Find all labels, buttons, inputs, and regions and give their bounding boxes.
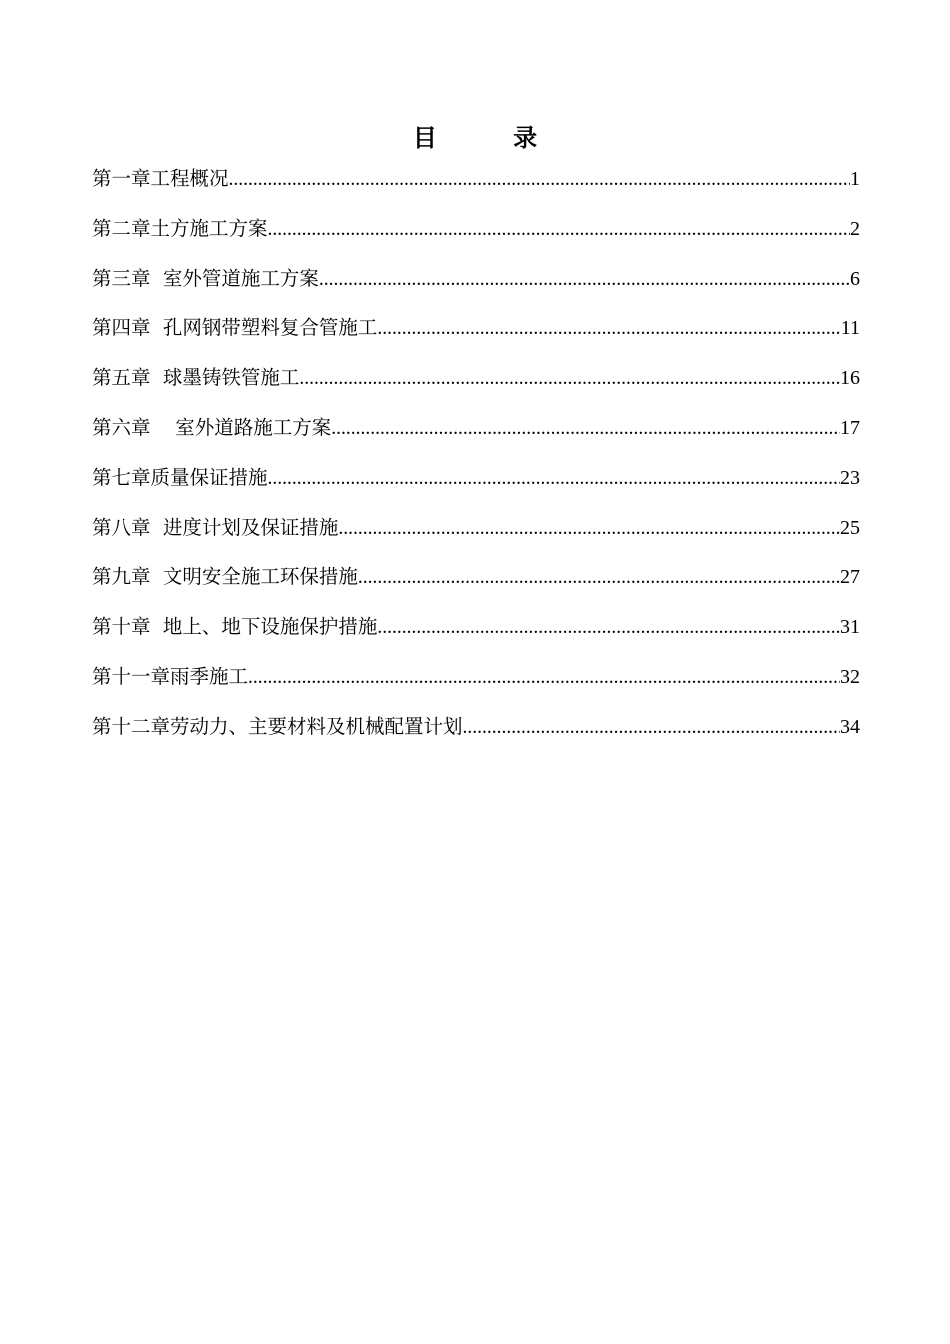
toc-entry[interactable]: [92, 512, 860, 562]
toc-dot-leader: [268, 214, 850, 246]
toc-entry[interactable]: [92, 263, 860, 313]
toc-entry-title: 第七章质量保证措施: [92, 465, 268, 489]
toc-page-number: 34: [840, 715, 860, 738]
toc-entry-title: 第六章 室外道路施工方案: [92, 415, 332, 439]
toc-entry-title: 第十章 地上、地下设施保护措施: [92, 615, 378, 639]
toc-dot-leader: [331, 413, 840, 445]
toc-entry-title: 第二章土方施工方案: [92, 216, 268, 240]
toc-dot-leader: [229, 164, 850, 196]
toc-title: 目 录: [412, 123, 572, 152]
toc-dot-leader: [268, 463, 840, 495]
toc-entry[interactable]: [92, 711, 860, 761]
toc-page-number: 25: [840, 516, 860, 539]
toc-page-number: 31: [840, 616, 860, 639]
toc-entry[interactable]: [92, 213, 860, 263]
toc-entry-title: 第九章 文明安全施工环保措施: [92, 565, 358, 589]
toc-entry[interactable]: [92, 462, 860, 512]
toc-entry[interactable]: [92, 312, 860, 362]
toc-dot-leader: [377, 612, 840, 644]
toc-page-number: 16: [840, 367, 860, 390]
toc-page-number: 6: [850, 267, 860, 290]
toc-dot-leader: [319, 264, 850, 296]
toc-dot-leader: [377, 313, 840, 345]
toc-dot-leader: [299, 363, 840, 395]
toc-page-number: 1: [850, 168, 860, 190]
toc-entry-title: 第三章 室外管道施工方案: [92, 266, 319, 290]
toc-entry-title: 第一章工程概况: [92, 167, 229, 190]
toc-dot-leader: [463, 712, 840, 744]
toc-entry-title: 第十二章劳动力、主要材料及机械配置计划: [92, 714, 463, 738]
toc-entry[interactable]: [92, 412, 860, 462]
toc-page-number: 32: [840, 665, 860, 688]
toc-entry[interactable]: [92, 661, 860, 711]
toc-dot-leader: [248, 662, 840, 694]
table-of-contents: [92, 163, 860, 761]
toc-entry[interactable]: [92, 561, 860, 611]
toc-entry-title: 第五章 球墨铸铁管施工: [92, 366, 300, 390]
toc-page-number: 23: [840, 466, 860, 489]
toc-entry-title: 第十一章雨季施工: [92, 664, 249, 688]
toc-dot-leader: [338, 513, 840, 545]
toc-page-number: 2: [850, 217, 860, 240]
toc-page-number: 27: [840, 566, 860, 589]
toc-entry[interactable]: [92, 163, 860, 213]
toc-entry[interactable]: [92, 362, 860, 412]
toc-page-number: 11: [840, 317, 860, 340]
toc-dot-leader: [358, 562, 840, 594]
toc-entry-title: 第四章 孔网钢带塑料复合管施工: [92, 316, 378, 340]
toc-entry-title: 第八章 进度计划及保证措施: [92, 515, 339, 539]
toc-page-number: 17: [840, 416, 860, 439]
toc-entry[interactable]: [92, 611, 860, 661]
